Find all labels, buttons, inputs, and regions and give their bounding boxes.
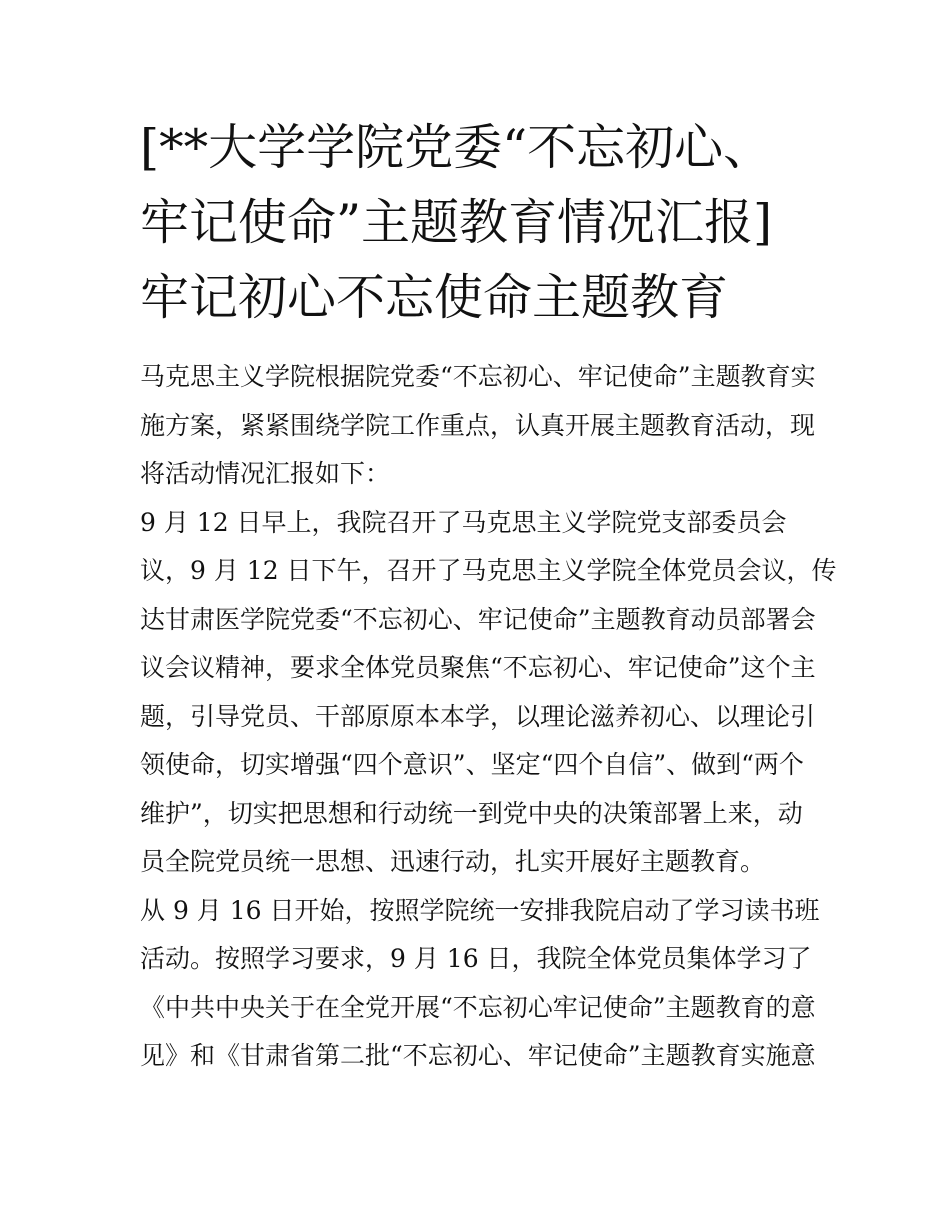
text-line: 见》和《甘肃省第二批“不忘初心、牢记使命”主题教育实施意 [140,1041,816,1070]
text-line: 活动。按照学习要求，9 月 16 日，我院全体党员集体学习了 [140,944,812,973]
text-line: 将活动情况汇报如下： [140,459,391,488]
text-line: 领使命，切实增强“四个意识”、坚定“四个自信”、做到“两个 [140,750,804,779]
text-line: 施方案，紧紧围绕学院工作重点，认真开展主题教育活动，现 [140,410,816,440]
title-line: [**大学学院党委“不忘初心、 [140,119,773,176]
title-line: 牢记初心不忘使命主题教育 [140,269,729,326]
text-line: 议，9 月 12 日下午，召开了马克思主义学院全体党员会议，传 [140,556,837,585]
text-line: 员全院党员统一思想、迅速行动，扎实开展好主题教育。 [140,847,766,876]
text-line: 题，引导党员、干部原原本本学，以理论滋养初心、以理论引 [140,701,816,731]
paragraph-study [140,887,820,1081]
text-line: 《中共中央关于在全党开展“不忘初心牢记使命”主题教育的意 [140,992,816,1022]
text-line: 维护”，切实把思想和行动统一到党中央的决策部署上来，动 [140,798,803,828]
text-line: 9 月 12 日早上，我院召开了马克思主义学院党支部委员会 [140,507,787,537]
text-line: 从 9 月 16 日开始，按照学院统一安排我院启动了学习读书班 [140,895,820,925]
document-title [140,110,816,335]
text-line: 议会议精神，要求全体党员聚焦“不忘初心、牢记使命”这个主 [140,653,816,682]
document-page [140,110,837,1081]
text-line: 马克思主义学院根据院党委“不忘初心、牢记使命”主题教育实 [140,362,816,391]
title-line: 牢记使命”主题教育情况汇报] [140,194,773,251]
text-line: 达甘肃医学院党委“不忘初心、牢记使命”主题教育动员部署会 [140,604,816,634]
paragraph-intro [140,353,816,499]
paragraph-meeting [140,499,837,887]
